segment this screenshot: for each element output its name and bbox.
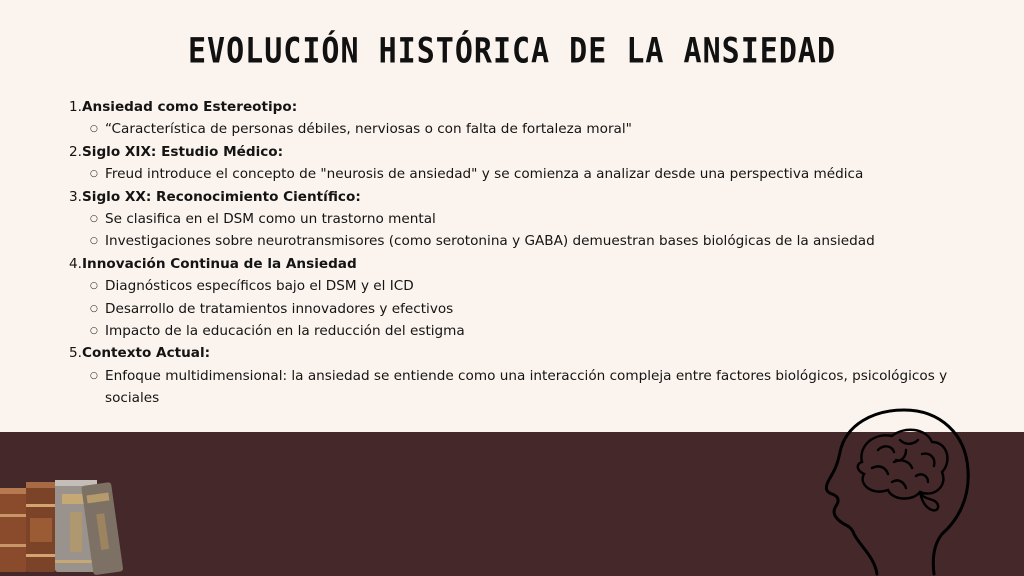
list-item-number: 3. — [69, 188, 82, 205]
list-item-heading: Siglo XIX: Estudio Médico: — [82, 143, 284, 160]
sub-item-text: Enfoque multidimensional: la ansiedad se entiende como una interacción compleja entre factores biológicos, psicológicos y sociales — [105, 367, 948, 407]
sub-item — [62, 298, 962, 320]
list-item-number: 1. — [69, 99, 82, 115]
bullet-icon: ○ — [90, 370, 98, 381]
content-list — [62, 96, 962, 410]
list-item — [62, 253, 962, 275]
sub-item-text: Impacto de la educación en la reducción del estigma — [105, 323, 465, 340]
list-item — [62, 141, 962, 163]
list-item-number: 2. — [69, 143, 82, 160]
bullet-icon: ○ — [90, 169, 98, 180]
sub-item — [62, 163, 962, 185]
list-item-heading: Siglo XX: Reconocimiento Científico: — [82, 188, 361, 205]
list-item-heading: Contexto Actual: — [82, 345, 211, 362]
bullet-icon: ○ — [90, 281, 98, 292]
bullet-icon: ○ — [90, 303, 98, 314]
bullet-icon: ○ — [90, 214, 98, 225]
list-item — [62, 342, 962, 364]
slide-title: EVOLUCIÓN HISTÓRICA DE LA ANSIEDAD — [187, 31, 837, 72]
sub-item — [62, 275, 962, 297]
sub-item — [62, 118, 962, 140]
books-icon — [0, 474, 125, 576]
bullet-icon: ○ — [90, 326, 98, 337]
sub-item-text: “Característica de personas débiles, nerviosas o con falta de fortaleza moral" — [105, 121, 632, 138]
sub-item — [62, 320, 962, 342]
bullet-icon: ○ — [90, 124, 98, 135]
sub-item — [62, 230, 962, 252]
list-item — [62, 186, 962, 208]
bullet-icon: ○ — [90, 236, 98, 247]
sub-item — [62, 365, 962, 410]
list-item — [62, 96, 962, 118]
sub-item-text: Diagnósticos específicos bajo el DSM y el ICD — [105, 278, 414, 295]
list-item-heading: Ansiedad como Estereotipo: — [82, 99, 298, 115]
sub-item-text: Desarrollo de tratamientos innovadores y efectivos — [105, 300, 454, 317]
sub-item-text: Se clasifica en el DSM como un trastorno mental — [105, 211, 436, 228]
sub-item — [62, 208, 962, 230]
list-item-number: 5. — [69, 345, 82, 362]
list-item-heading: Innovación Continua de la Ansiedad — [82, 255, 357, 272]
list-item-number: 4. — [69, 255, 82, 272]
sub-item-text: Freud introduce el concepto de "neurosis de ansiedad" y se comienza a analizar desde una perspectiva médica — [105, 166, 864, 183]
sub-item-text: Investigaciones sobre neurotransmisores (como serotonina y GABA) demuestran bases biológicas de la ansiedad — [105, 233, 875, 250]
head-with-brain-icon — [822, 406, 972, 576]
